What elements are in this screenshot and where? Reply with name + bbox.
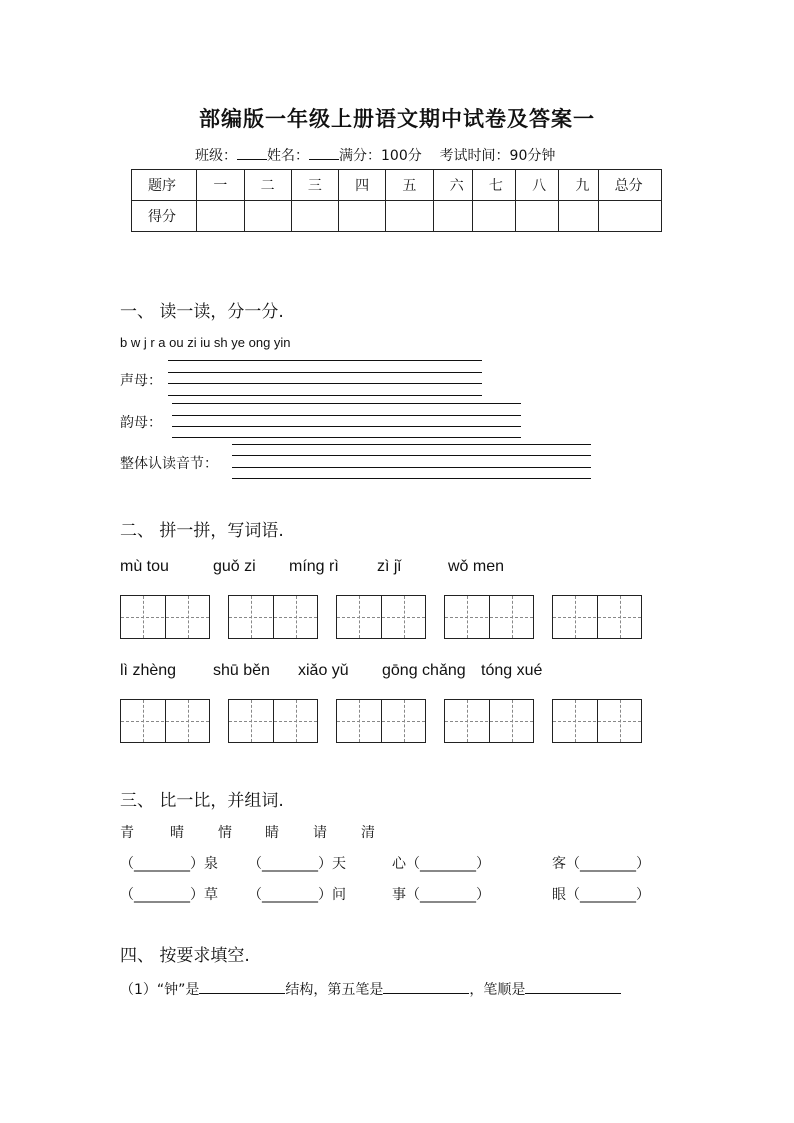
pinyin-word: lì zhèng (120, 662, 177, 679)
writing-grid[interactable] (444, 699, 534, 743)
writing-grid[interactable] (120, 699, 210, 743)
compare-char: 请 (313, 825, 327, 841)
score-header-cell: 九 (559, 170, 598, 201)
compare-char: 情 (218, 825, 232, 841)
page-title: 部编版一年级上册语文期中试卷及答案一 (199, 106, 595, 131)
question-1 (120, 979, 621, 999)
word-blank[interactable] (248, 884, 346, 904)
name-label: 姓名： (267, 148, 309, 164)
score-header-cell: 八 (516, 170, 559, 201)
word-blank[interactable] (120, 884, 218, 904)
paren-blank[interactable]: （________） (248, 887, 332, 903)
zhengti-line[interactable] (232, 467, 591, 468)
q1-mid2: ，笔顺是 (469, 982, 526, 998)
score-header-cell: 一 (197, 170, 244, 201)
word-blank[interactable] (552, 853, 650, 873)
shengmu-label: 声母： (120, 373, 162, 389)
score-header-cell: 六 (433, 170, 472, 201)
writing-grid[interactable] (336, 595, 426, 639)
pinyin-word: wǒ men (448, 558, 505, 575)
exam-meta (195, 145, 555, 165)
writing-grid[interactable] (444, 595, 534, 639)
score-header-cell: 五 (386, 170, 433, 201)
shengmu-line[interactable] (168, 372, 482, 373)
score-cell[interactable] (433, 201, 472, 232)
paren-blank[interactable]: （________） (566, 887, 650, 903)
word-blank[interactable] (248, 853, 346, 873)
word-char: 天 (332, 856, 346, 872)
pinyin-word: míng rì (289, 558, 339, 575)
yunmu-line[interactable] (172, 437, 521, 438)
zhengti-line[interactable] (232, 478, 591, 479)
yunmu-label: 韵母： (120, 415, 162, 431)
pinyin-word: shū běn (213, 662, 270, 679)
word-char: 问 (332, 887, 346, 903)
score-header-cell: 总分 (598, 170, 661, 201)
writing-grid[interactable] (552, 595, 642, 639)
yunmu-line[interactable] (172, 415, 521, 416)
section1-heading: 一、 读一读，分一分. (120, 302, 284, 322)
pinyin-word: mù tou (120, 558, 169, 575)
paren-blank[interactable]: （________） (406, 887, 490, 903)
zhengti-line[interactable] (232, 444, 591, 445)
section3-heading: 三、 比一比，并组词. (120, 791, 284, 811)
writing-grid[interactable] (552, 699, 642, 743)
q1-prefix: （1）“钟”是 (120, 982, 200, 998)
word-blank[interactable] (552, 884, 650, 904)
section2-heading: 二、 拼一拼，写词语. (120, 521, 284, 541)
score-header-cell: 四 (339, 170, 386, 201)
pinyin-word: xiǎo yǔ (298, 662, 349, 679)
score-cell[interactable] (472, 201, 515, 232)
word-char: 泉 (204, 856, 218, 872)
class-blank[interactable] (237, 145, 267, 160)
score-header-cell: 题序 (132, 170, 197, 201)
q1-order-blank[interactable] (525, 979, 621, 994)
word-blank[interactable] (392, 853, 490, 873)
class-label: 班级： (195, 148, 237, 164)
paren-blank[interactable]: （________） (406, 856, 490, 872)
paren-blank[interactable]: （________） (248, 856, 332, 872)
compare-char: 晴 (170, 825, 184, 841)
word-char: 事 (392, 887, 406, 903)
section1-letters: b w j r a ou zi iu sh ye ong yin (120, 335, 291, 350)
paren-blank[interactable]: （________） (120, 887, 204, 903)
shengmu-line[interactable] (168, 383, 482, 384)
word-blank[interactable] (392, 884, 490, 904)
pinyin-word: guǒ zi (213, 558, 256, 575)
word-blank[interactable] (120, 853, 218, 873)
score-cell[interactable] (291, 201, 338, 232)
shengmu-line[interactable] (168, 360, 482, 361)
score-cell[interactable] (197, 201, 244, 232)
word-char: 草 (204, 887, 218, 903)
section4-heading: 四、 按要求填空. (120, 946, 250, 966)
score-cell[interactable] (386, 201, 433, 232)
pinyin-word: tóng xué (481, 662, 543, 679)
q1-stroke-blank[interactable] (383, 979, 469, 994)
yunmu-line[interactable] (172, 403, 521, 404)
shengmu-line[interactable] (168, 395, 482, 396)
zhengti-label: 整体认读音节： (120, 456, 218, 472)
q1-structure-blank[interactable] (199, 979, 285, 994)
score-cell[interactable] (339, 201, 386, 232)
writing-grid[interactable] (228, 595, 318, 639)
pinyin-word: zì jǐ (377, 558, 401, 575)
compare-char: 青 (120, 825, 134, 841)
paren-blank[interactable]: （________） (566, 856, 650, 872)
word-char: 客 (552, 856, 566, 872)
full-score: 满分：100分 (339, 148, 422, 164)
score-header-row (132, 170, 662, 201)
writing-grid[interactable] (336, 699, 426, 743)
word-char: 心 (392, 856, 406, 872)
score-cell[interactable] (559, 201, 598, 232)
name-blank[interactable] (309, 145, 339, 160)
pinyin-word: gōng chǎng (382, 662, 466, 679)
writing-grid[interactable] (120, 595, 210, 639)
score-cell[interactable] (244, 201, 291, 232)
score-cell[interactable] (516, 201, 559, 232)
score-cell[interactable] (598, 201, 661, 232)
score-header-cell: 二 (244, 170, 291, 201)
yunmu-line[interactable] (172, 426, 521, 427)
score-row-label: 得分 (132, 201, 197, 232)
score-row (132, 201, 662, 232)
q1-mid1: 结构，第五笔是 (285, 982, 384, 998)
score-header-cell: 七 (472, 170, 515, 201)
paren-blank[interactable]: （________） (120, 856, 204, 872)
writing-grid[interactable] (228, 699, 318, 743)
zhengti-line[interactable] (232, 455, 591, 456)
score-table (131, 169, 662, 232)
compare-char: 睛 (265, 825, 279, 841)
exam-time: 考试时间：90分钟 (439, 148, 556, 164)
score-header-cell: 三 (291, 170, 338, 201)
compare-char: 清 (361, 825, 375, 841)
word-char: 眼 (552, 887, 566, 903)
